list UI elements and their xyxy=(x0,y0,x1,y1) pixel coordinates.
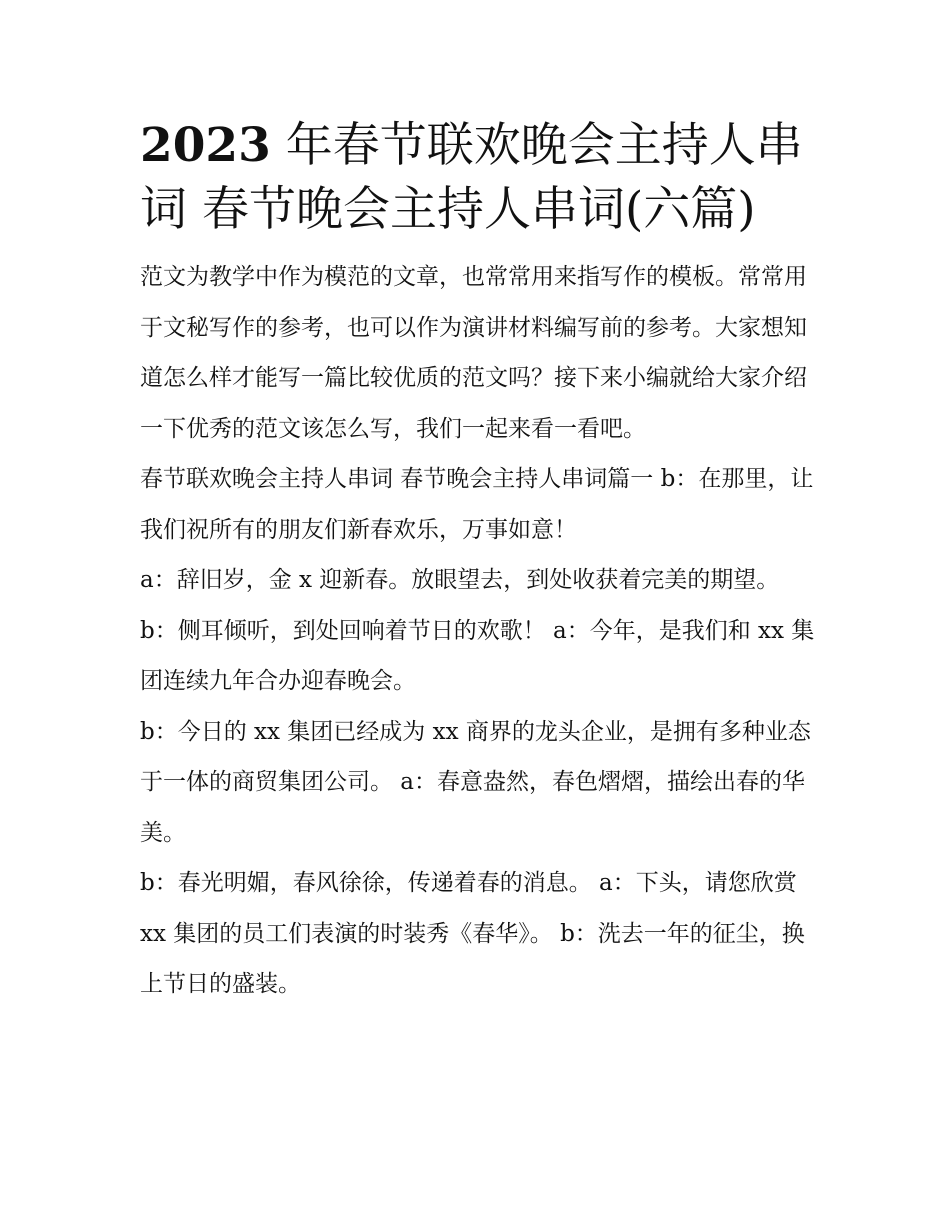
document-body xyxy=(140,252,820,1010)
paragraph-intro: 范文为教学中作为模范的文章，也常常用来指写作的模板。常常用于文秘写作的参考，也可以作为演讲材料编写前的参考。大家想知道怎么样才能写一篇比较优质的范文吗？接下来小编就给大家介绍一下优秀的范文该怎么写，我们一起来看一看吧。 xyxy=(140,264,807,442)
document-title xyxy=(140,114,820,242)
paragraph-dialogue-2: b：今日的 xx 集团已经成为 xx 商界的龙头企业，是拥有多种业态于一体的商贸集团公司。 a：春意盎然，春色熠熠，描绘出春的华美。 xyxy=(140,718,811,846)
paragraph-opening: 春节联欢晚会主持人串词 春节晚会主持人串词篇一 b：在那里，让我们祝所有的朋友们新春欢乐，万事如意！ xyxy=(140,466,814,543)
title-year: 2023 xyxy=(140,118,271,173)
title-text: 年春节联欢晚会主持人串词 春节晚会主持人串词(六篇) xyxy=(140,118,803,237)
paragraph-dialogue-1: a：辞旧岁，金 x 迎新春。放眼望去，到处收获着完美的期望。 b：侧耳倾听，到处回响着节日的欢歌！ a：今年，是我们和 xx 集团连续九年合办迎春晚会。 xyxy=(140,567,815,694)
document-content xyxy=(140,114,820,1010)
paragraph-dialogue-3: b：春光明媚，春风徐徐，传递着春的消息。 a：下头，请您欣赏 xx 集团的员工们表演的时装秀《春华》。 b：洗去一年的征尘，换上节日的盛装。 xyxy=(140,870,805,997)
